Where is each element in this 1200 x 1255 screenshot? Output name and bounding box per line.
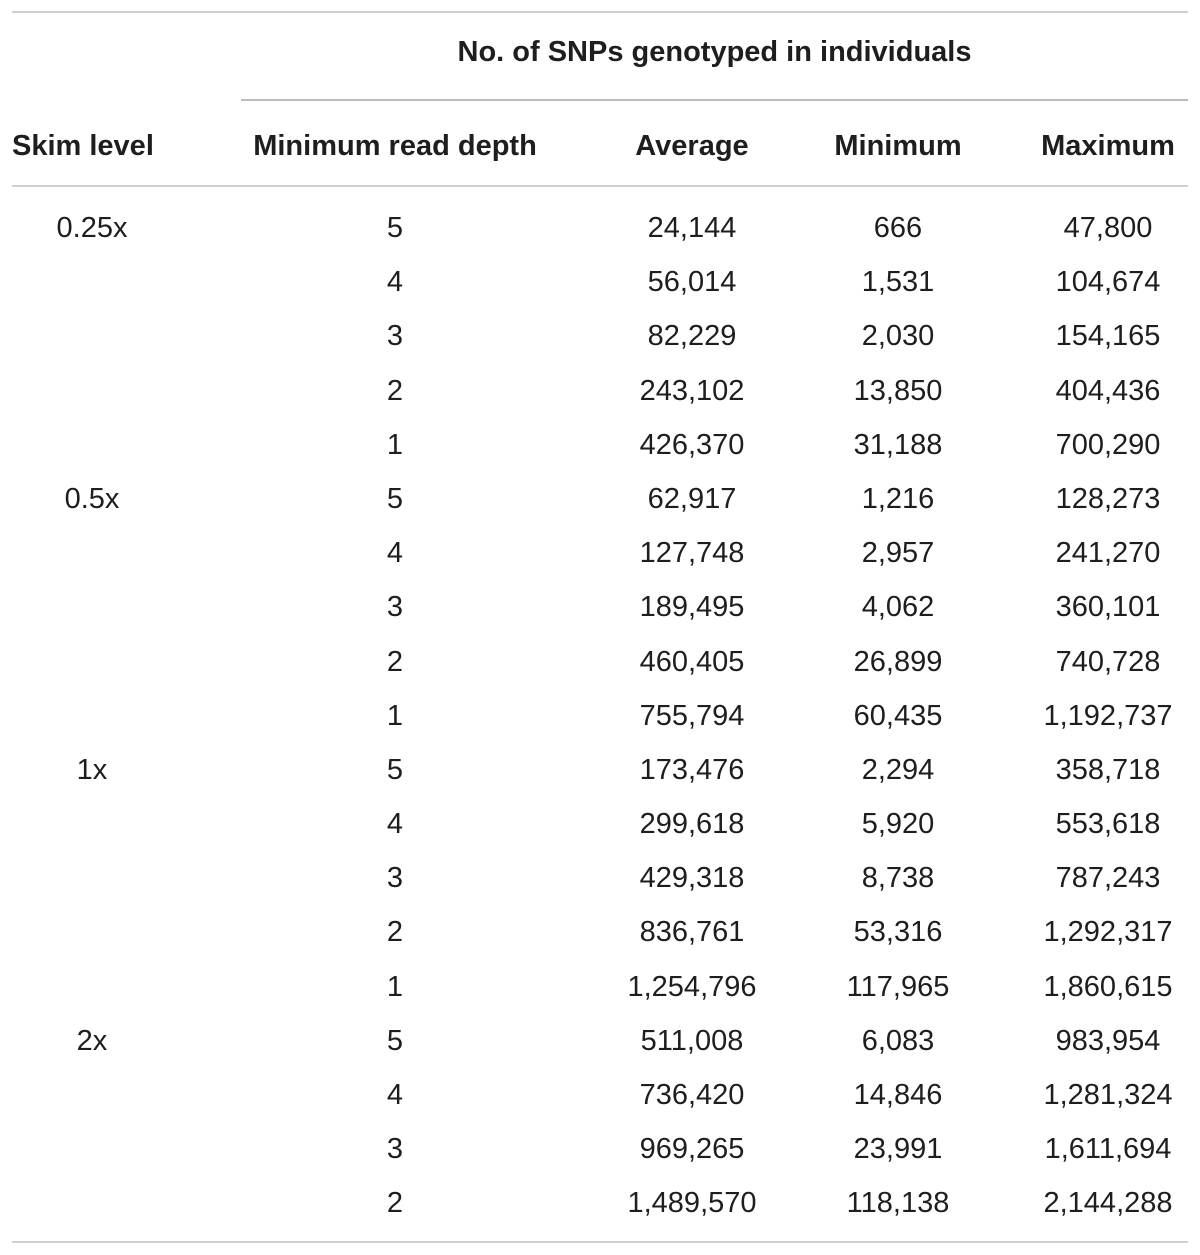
cell-minimum: 6,083 (861, 1024, 935, 1057)
cell-min-read-depth: 5 (386, 1024, 404, 1057)
table-row (0, 580, 1200, 634)
cell-maximum: 358,718 (1055, 753, 1161, 786)
cell-average: 173,476 (639, 753, 745, 786)
header-maximum: Maximum (1041, 130, 1175, 162)
cell-min-read-depth: 2 (386, 374, 404, 407)
cell-maximum: 128,273 (1055, 482, 1161, 515)
cell-average: 511,008 (640, 1024, 744, 1057)
cell-minimum: 23,991 (853, 1133, 943, 1166)
cell-min-read-depth: 3 (386, 320, 404, 353)
cell-skim-level: 0.25x (56, 212, 128, 244)
table-row (0, 743, 1200, 797)
cell-skim-level: 1x (76, 753, 108, 786)
cell-maximum: 1,192,737 (1043, 699, 1173, 732)
cell-min-read-depth: 3 (386, 591, 404, 624)
cell-average: 243,102 (639, 374, 745, 407)
cell-min-read-depth: 4 (386, 808, 404, 841)
cell-average: 299,618 (639, 808, 745, 841)
cell-average: 1,489,570 (627, 1187, 757, 1220)
cell-min-read-depth: 3 (386, 1133, 404, 1166)
cell-average: 755,794 (639, 699, 745, 732)
cell-maximum: 787,243 (1055, 862, 1161, 895)
table-row (0, 364, 1200, 418)
cell-maximum: 154,165 (1055, 320, 1161, 353)
table-row (0, 1176, 1200, 1230)
cell-min-read-depth: 4 (386, 1079, 404, 1111)
header-minimum: Minimum (834, 130, 962, 162)
cell-average: 1,254,796 (627, 970, 757, 1003)
table-row (0, 472, 1200, 526)
cell-average: 836,761 (639, 916, 745, 949)
cell-minimum: 4,062 (861, 591, 935, 624)
cell-maximum: 404,436 (1055, 374, 1161, 407)
cell-min-read-depth: 2 (386, 645, 404, 678)
cell-minimum: 2,294 (861, 753, 935, 786)
cell-maximum: 47,800 (1063, 212, 1153, 244)
group-header-rule (241, 99, 1188, 101)
table-row (0, 905, 1200, 959)
table-row (0, 255, 1200, 309)
table-row (0, 960, 1200, 1014)
cell-minimum: 1,531 (861, 266, 935, 299)
cell-maximum: 700,290 (1055, 428, 1161, 461)
cell-average: 429,318 (639, 862, 745, 895)
table-row (0, 1014, 1200, 1068)
group-header: No. of SNPs genotyped in individuals (457, 36, 972, 68)
table-row (0, 797, 1200, 851)
cell-min-read-depth: 5 (386, 753, 404, 786)
cell-average: 24,144 (647, 212, 737, 244)
cell-minimum: 118,138 (846, 1187, 950, 1220)
header-skim-level: Skim level (12, 130, 154, 162)
cell-min-read-depth: 2 (386, 1187, 404, 1220)
cell-min-read-depth: 4 (386, 266, 404, 299)
cell-maximum: 740,728 (1055, 645, 1161, 678)
cell-min-read-depth: 5 (386, 482, 404, 515)
cell-average: 460,405 (639, 645, 745, 678)
cell-maximum: 1,860,615 (1043, 970, 1173, 1003)
cell-average: 127,748 (639, 537, 745, 570)
cell-maximum: 1,292,317 (1043, 916, 1173, 949)
cell-average: 189,495 (639, 591, 745, 624)
cell-maximum: 553,618 (1055, 808, 1161, 841)
cell-min-read-depth: 5 (386, 212, 404, 244)
table-row (0, 526, 1200, 580)
cell-min-read-depth: 4 (386, 537, 404, 570)
cell-maximum: 1,611,694 (1044, 1133, 1172, 1166)
cell-minimum: 1,216 (861, 482, 935, 515)
table-row (0, 1068, 1200, 1122)
table-top-rule (12, 11, 1188, 13)
cell-skim-level: 2x (76, 1024, 108, 1057)
cell-average: 82,229 (647, 320, 737, 353)
cell-skim-level: 0.5x (64, 482, 120, 515)
cell-maximum: 1,281,324 (1043, 1079, 1173, 1111)
table-row (0, 851, 1200, 905)
table-row (0, 418, 1200, 472)
table-row (0, 201, 1200, 255)
cell-average: 736,420 (639, 1079, 745, 1111)
cell-minimum: 14,846 (853, 1079, 943, 1111)
cell-average: 56,014 (647, 266, 737, 299)
cell-minimum: 2,957 (861, 537, 935, 570)
cell-minimum: 5,920 (861, 808, 935, 841)
header-bottom-rule (12, 185, 1188, 187)
cell-minimum: 60,435 (853, 699, 943, 732)
table-row (0, 1122, 1200, 1176)
cell-minimum: 31,188 (853, 428, 943, 461)
table-row (0, 309, 1200, 363)
cell-minimum: 2,030 (861, 320, 935, 353)
cell-maximum: 241,270 (1055, 537, 1161, 570)
cell-minimum: 26,899 (853, 645, 943, 678)
cell-average: 969,265 (639, 1133, 745, 1166)
table-bottom-rule (12, 1241, 1188, 1243)
cell-min-read-depth: 2 (386, 916, 404, 949)
cell-maximum: 983,954 (1055, 1024, 1161, 1057)
table-row (0, 635, 1200, 689)
cell-minimum: 8,738 (861, 862, 935, 895)
cell-min-read-depth: 1 (386, 428, 404, 461)
cell-average: 426,370 (639, 428, 745, 461)
header-average: Average (635, 130, 749, 162)
cell-maximum: 104,674 (1055, 266, 1161, 299)
table-row (0, 689, 1200, 743)
cell-minimum: 53,316 (853, 916, 943, 949)
cell-minimum: 13,850 (853, 374, 943, 407)
header-min-read-depth: Minimum read depth (253, 130, 537, 162)
cell-minimum: 666 (873, 212, 923, 244)
cell-maximum: 2,144,288 (1043, 1187, 1173, 1220)
cell-min-read-depth: 1 (386, 699, 404, 732)
cell-min-read-depth: 3 (386, 862, 404, 895)
cell-minimum: 117,965 (846, 970, 950, 1003)
cell-average: 62,917 (647, 482, 737, 515)
table-body (0, 201, 1200, 1231)
cell-maximum: 360,101 (1055, 591, 1161, 624)
cell-min-read-depth: 1 (386, 970, 404, 1003)
